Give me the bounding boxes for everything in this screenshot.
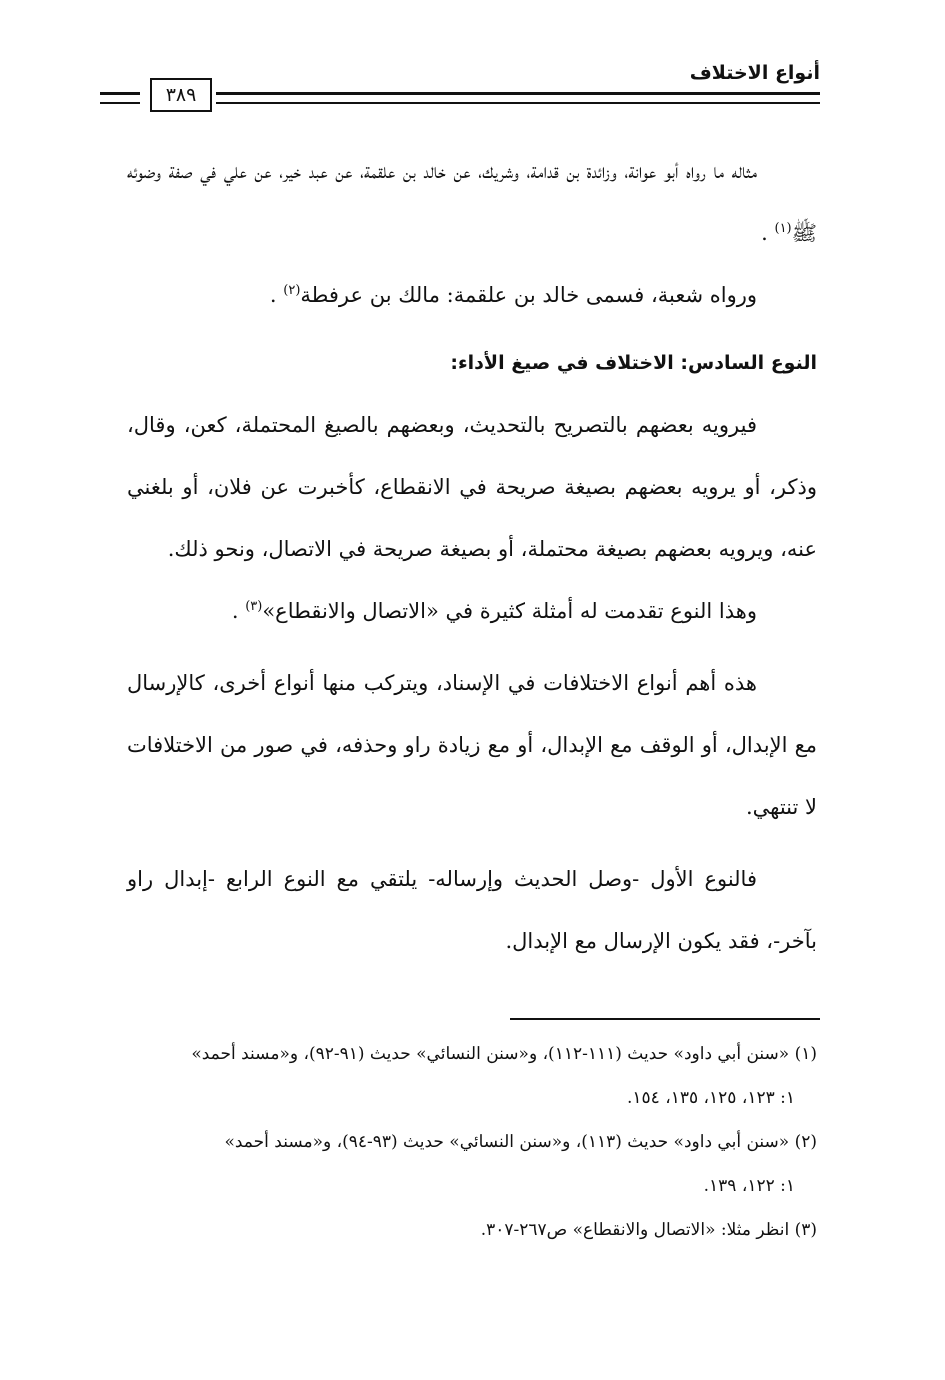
paragraph-3: فيرويه بعضهم بالتصريح بالتحديث، وبعضهم بالصيغ المحتملة، كعن، وقال، وذكر، أو يرويه بعضهم بصيغة صريحة في الانقطاع، كأخبرت عن فلان، أو بلغني عنه، ويرويه بعضهم بصيغة محتملة، أو بصيغة صريحة في الاتصال، ونحو ذلك. xyxy=(127,413,817,561)
footnote-1: (١) «سنن أبي داود» حديث (١١١-١١٢)، و«سنن النسائي» حديث (٩١-٩٢)، و«مسند أحمد» ١: ١٢٣، ١٢٥، ١٣٥، ١٥٤. xyxy=(191,1044,817,1108)
page-header xyxy=(100,60,820,116)
page-body xyxy=(127,140,817,972)
footnote-3: (٣) انظر مثلا: «الاتصال والانقطاع» ص٢٦٧-٣٠٧. xyxy=(480,1220,817,1240)
footnote-separator xyxy=(510,1018,820,1020)
paragraph-2: ورواه شعبة، فسمى خالد بن علقمة: مالك بن عرفطة$^{(٢)}$ . xyxy=(269,283,757,307)
chapter-title: أنواع الاختلاف xyxy=(689,62,820,84)
paragraph-5: هذه أهم أنواع الاختلافات في الإسناد، ويتركب منها أنواع أخرى، كالإرسال مع الإبدال، أو الوقف مع الإبدال، أو مع زيادة راو وحذفه، في صور من الاختلافات لا تنتهي. xyxy=(127,671,817,819)
footnote-ref-2: (٢) xyxy=(283,283,301,298)
footnote-2: (٢) «سنن أبي داود» حديث (١١٣)، و«سنن النسائي» حديث (٩٣-٩٤)، و«مسند أحمد» ١: ١٢٢، ١٣٩. xyxy=(224,1132,817,1196)
footnotes xyxy=(127,1032,817,1252)
section-heading: النوع السادس: الاختلاف في صيغ الأداء: xyxy=(450,352,817,374)
paragraph-1: مثاله ما رواه أبو عوانة، وزائدة بن قدامة، وشريك، عن خالد بن علقمة، عن عبد خير، عن علي في صفة وضوئه ﷺ$^{(١)}$ . xyxy=(127,159,817,245)
page-number: ٣٨٩ xyxy=(150,78,212,112)
footnote-ref-1: (١) xyxy=(774,221,792,236)
paragraph-6: فالنوع الأول -وصل الحديث وإرساله- يلتقي مع النوع الرابع -إبدال راو بآخر-، فقد يكون الإرسال مع الإبدال. xyxy=(127,867,817,953)
paragraph-4: وهذا النوع تقدمت له أمثلة كثيرة في «الاتصال والانقطاع»$^{(٣)}$ . xyxy=(231,599,757,623)
header-rule-short xyxy=(100,92,140,104)
footnote-ref-3: (٣) xyxy=(245,599,263,614)
header-rule xyxy=(216,92,820,104)
